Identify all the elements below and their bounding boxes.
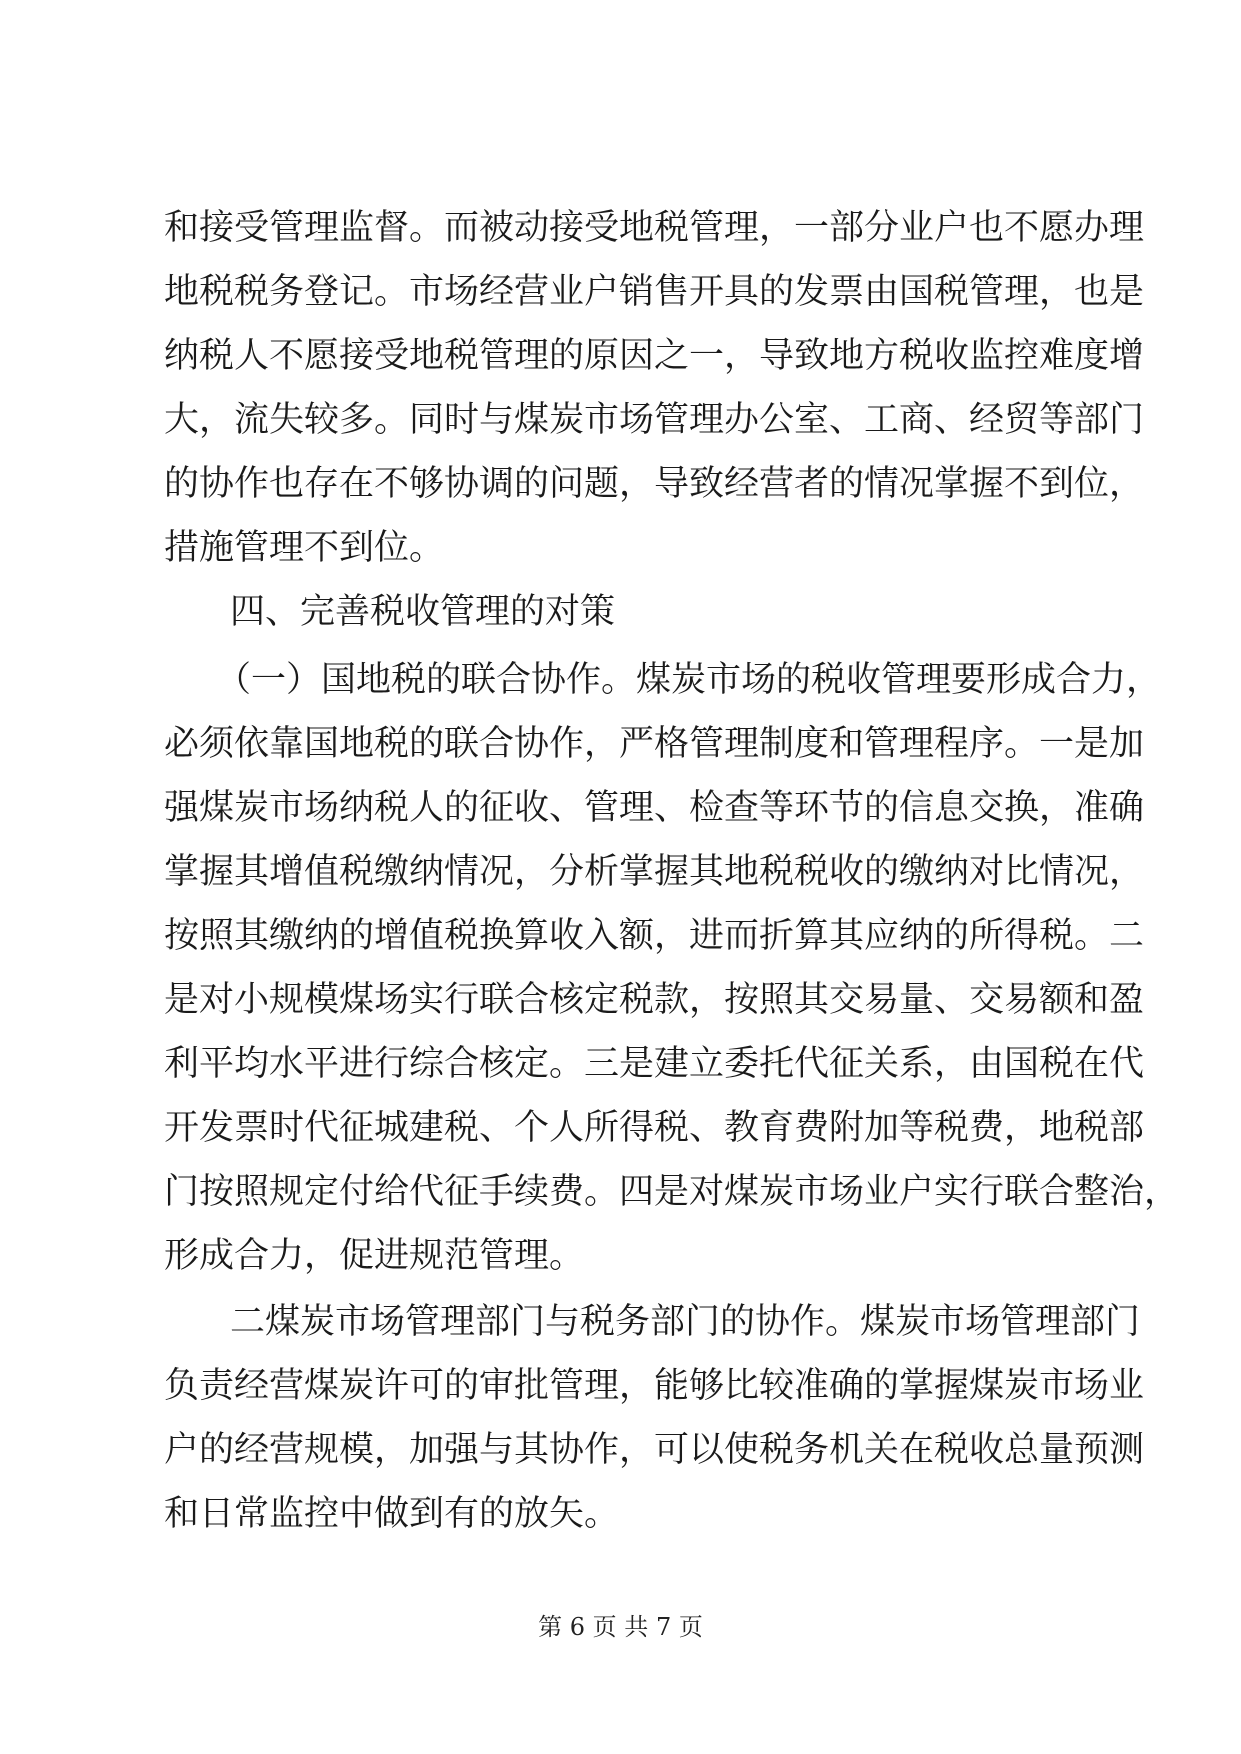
text-line: 掌握其增值税缴纳情况，分析掌握其地税税收的缴纳对比情况， [164, 852, 1145, 892]
text-line: 必须依靠国地税的联合协作，严格管理制度和管理程序。一是加 [164, 724, 1145, 764]
text-line: 按照其缴纳的增值税换算收入额，进而折算其应纳的所得税。二 [164, 916, 1145, 956]
page-number-footer: 第 6 页 共 7 页 [538, 1613, 703, 1641]
section-heading: 四、完善税收管理的对策 [230, 592, 616, 632]
text-line: 开发票时代征城建税、个人所得税、教育费附加等税费，地税部 [164, 1108, 1145, 1148]
text-line: 和接受管理监督。而被动接受地税管理，一部分业户也不愿办理 [164, 208, 1145, 248]
text-line: 门按照规定付给代征手续费。四是对煤炭市场业户实行联合整治， [164, 1172, 1180, 1212]
text-line: 的协作也存在不够协调的问题，导致经营者的情况掌握不到位， [164, 464, 1145, 504]
text-line: 大，流失较多。同时与煤炭市场管理办公室、工商、经贸等部门 [164, 400, 1145, 440]
text-line: 和日常监控中做到有的放矢。 [164, 1494, 620, 1534]
subsection-heading-line: （一）国地税的联合协作。煤炭市场的税收管理要形成合力， [216, 660, 1162, 700]
text-line: 户的经营规模，加强与其协作，可以使税务机关在税收总量预测 [164, 1430, 1145, 1470]
text-line: 地税税务登记。市场经营业户销售开具的发票由国税管理，也是 [164, 272, 1145, 312]
text-line: 措施管理不到位。 [164, 528, 445, 568]
text-line: 是对小规模煤场实行联合核定税款，按照其交易量、交易额和盈 [164, 980, 1145, 1020]
text-line: 强煤炭市场纳税人的征收、管理、检查等环节的信息交换，准确 [164, 788, 1145, 828]
text-line: 纳税人不愿接受地税管理的原因之一，导致地方税收监控难度增 [164, 336, 1145, 376]
text-line: 利平均水平进行综合核定。三是建立委托代征关系，由国税在代 [164, 1044, 1145, 1084]
text-line: 形成合力，促进规范管理。 [164, 1236, 585, 1276]
text-line: 负责经营煤炭许可的审批管理，能够比较准确的掌握煤炭市场业 [164, 1366, 1145, 1406]
paragraph-first-line: 二煤炭市场管理部门与税务部门的协作。煤炭市场管理部门 [230, 1302, 1141, 1342]
